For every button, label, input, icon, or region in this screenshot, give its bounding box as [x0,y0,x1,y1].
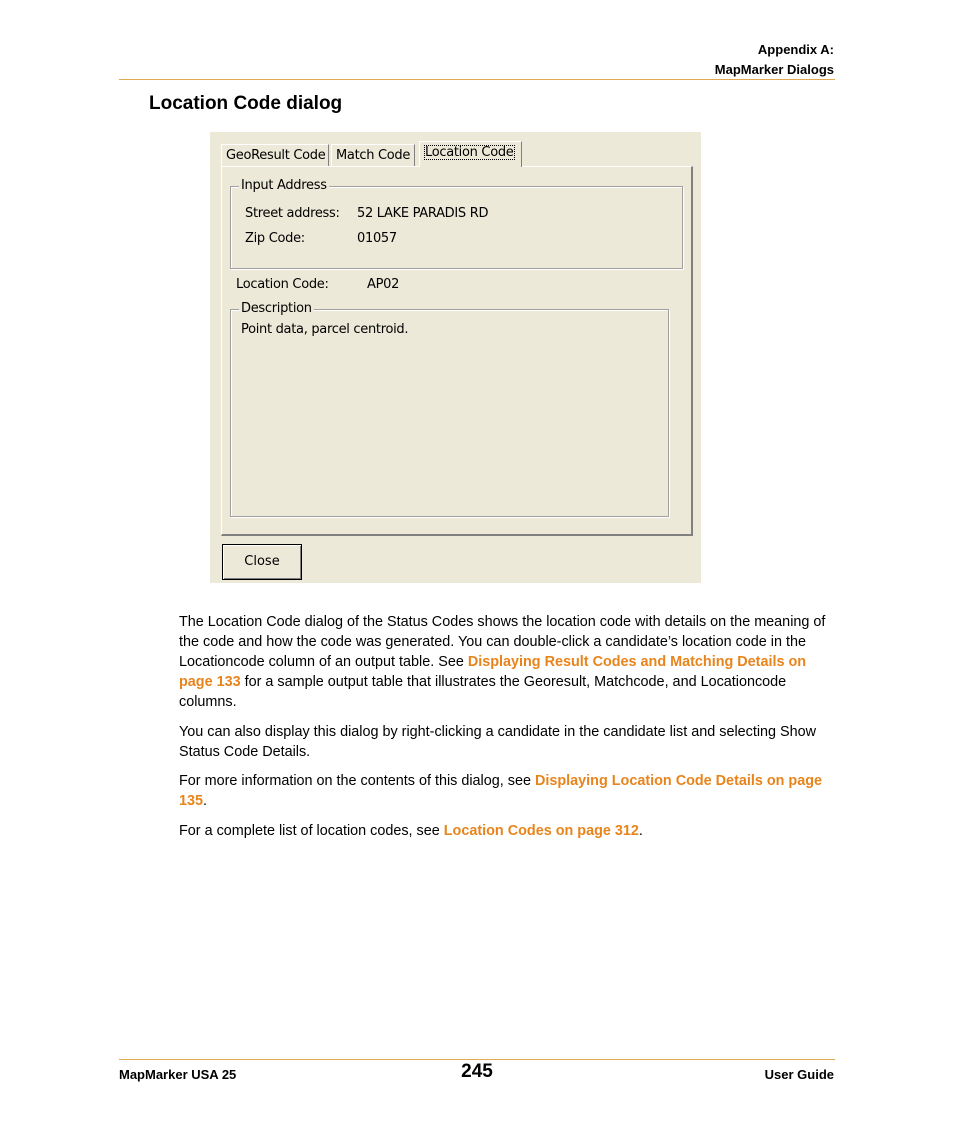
zip-code-value: 01057 [357,231,397,246]
description-legend: Description [241,301,312,316]
tab-georesult-code[interactable]: GeoResult Code [221,144,329,166]
footer-product: MapMarker USA 25 [119,1067,237,1082]
link-location-codes[interactable]: Location Codes on page 312 [443,823,639,839]
input-address-legend: Input Address [241,178,327,193]
paragraph-1: The Location Code dialog of the Status Codes shows the location code with details on the meaning of the code and how the code was generated. You can double-click a candidate’s location code in the Locationcode column of an output table. See Displaying Result Codes and Matching Details on page 133 for a sample output table that illustrates the Georesult, Matchcode, and Locationcode columns. [179,614,826,710]
street-address-label: Street address: [245,206,340,221]
page-number: 245 [461,1061,493,1082]
input-address-group [230,178,683,269]
link-location-code-details[interactable]: Displaying Location Code Details on page 135 [179,773,823,809]
header-line-1: Appendix A: [757,42,834,57]
paragraph-2: You can also display this dialog by right-clicking a candidate in the candidate list and selecting Show Status Code Details. [179,724,817,760]
close-button[interactable]: Close [222,544,302,580]
paragraph-3: For more information on the contents of this dialog, see Displaying Location Code Details on page 135. [179,773,823,809]
tab-match-code[interactable]: Match Code [331,144,415,166]
location-code-label: Location Code: [236,277,329,292]
link-result-codes[interactable]: Displaying Result Codes and Matching Details on page 133 [179,654,807,690]
location-code-value: AP02 [367,277,400,292]
header-line-2: MapMarker Dialogs [714,62,834,77]
tab-panel [221,166,693,536]
description-text: Point data, parcel centroid. [241,322,409,337]
header-rule [119,79,835,80]
footer-guide: User Guide [764,1067,834,1082]
description-group [230,301,669,517]
paragraph-4: For a complete list of location codes, see Location Codes on page 312. [179,823,643,839]
section-title: Location Code dialog [149,93,343,114]
location-code-dialog [210,132,701,583]
running-header [715,40,834,80]
zip-code-label: Zip Code: [245,231,305,246]
street-address-value: 52 LAKE PARADIS RD [357,206,489,221]
tab-location-code[interactable]: Location Code [419,141,522,167]
footer-rule [119,1059,835,1060]
